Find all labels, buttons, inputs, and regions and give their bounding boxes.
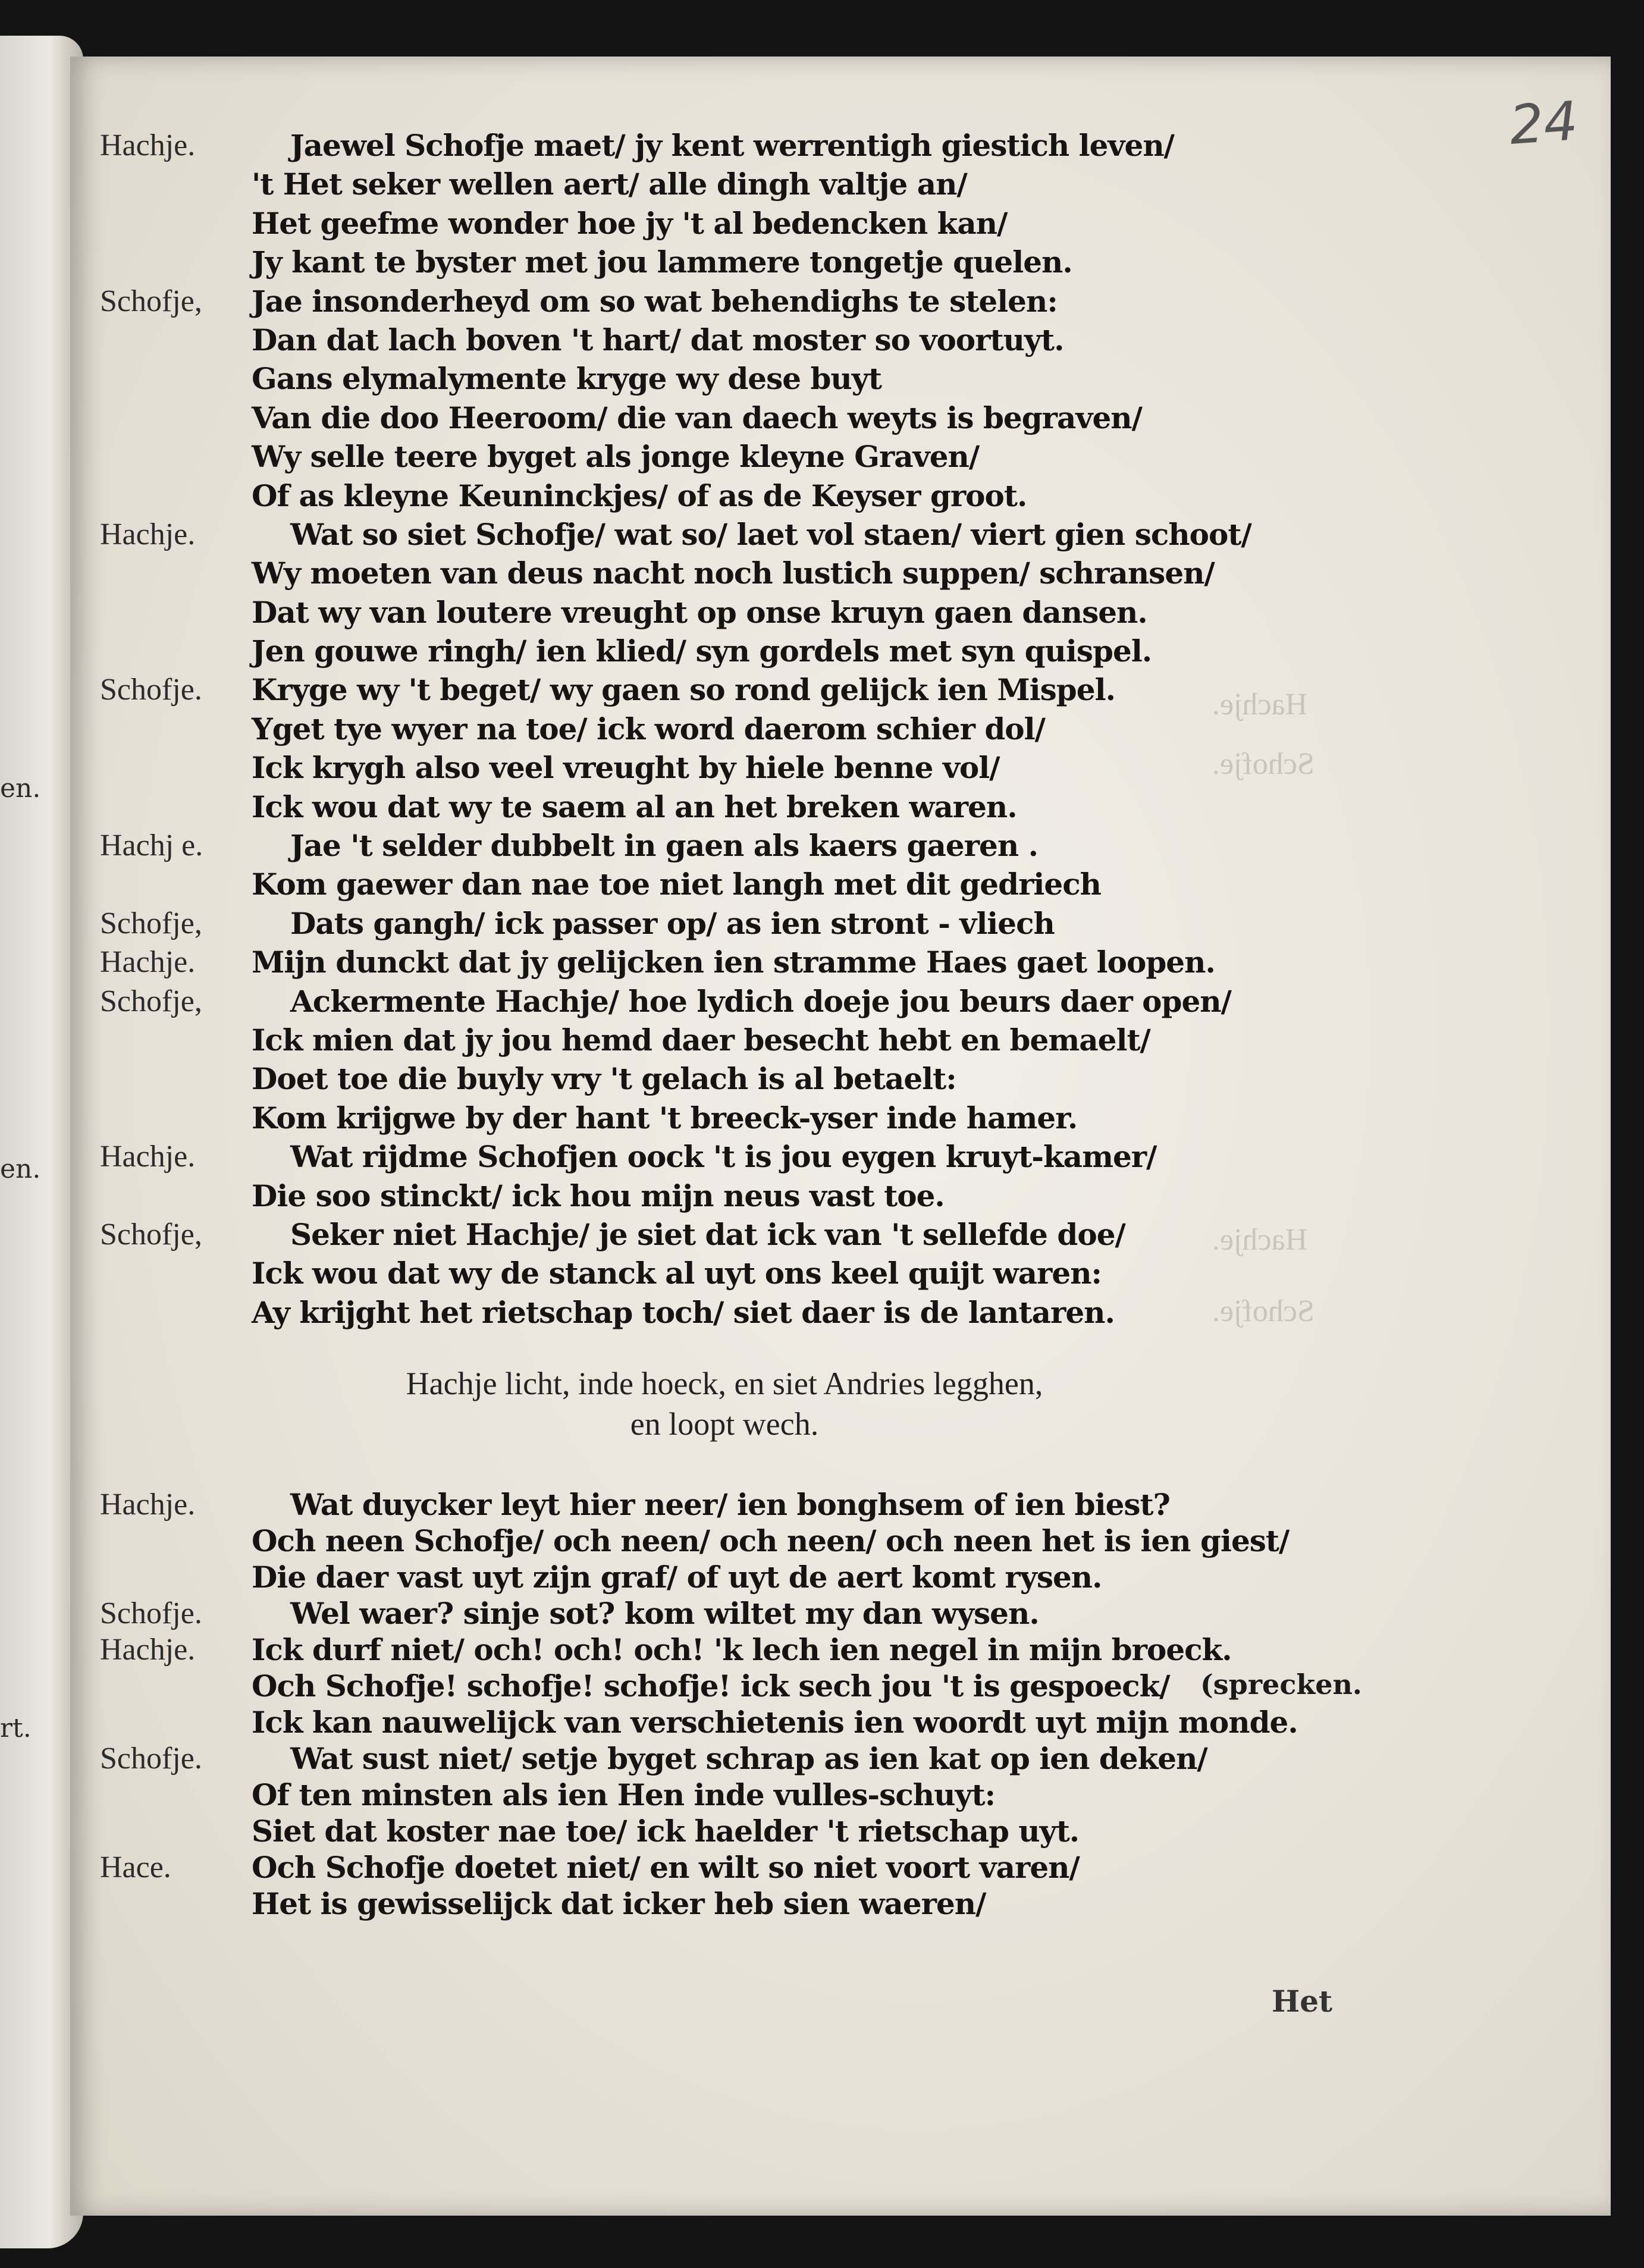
verse-line: [70, 945, 1557, 983]
verse-line: [70, 1777, 1557, 1814]
verse-line: [70, 633, 1557, 672]
show-through-text: Schofje.: [1212, 1294, 1314, 1328]
verse-text: Jae 't selder dubbelt in gaen als kaers gaeren .: [290, 828, 1038, 864]
verse-text: Het geefme wonder hoe jy 't al bedencken kan/: [252, 205, 1008, 241]
margin-note: (sprecken.: [1200, 1668, 1362, 1701]
verse-text: Wy moeten van deus nacht noch lustich suppen/ schransen/: [252, 556, 1215, 591]
verse-text: Doet toe die buyly vry 't gelach is al betaelt:: [252, 1061, 956, 1097]
verse-text: 't Het seker wellen aert/ alle dingh valtje an/: [252, 167, 967, 202]
verse-line: [70, 711, 1557, 750]
verse-line: [70, 1814, 1557, 1850]
speaker-name: Hachje.: [100, 1488, 196, 1522]
speaker-name: Schofje,: [100, 906, 202, 940]
verse-text: Wy selle teere byget als jonge kleyne Graven/: [252, 439, 980, 475]
verse-text: Wat so siet Schofje/ wat so/ laet vol staen/ viert gien schoot/: [290, 516, 1251, 552]
verse-text: Of as kleyne Keuninckjes/ of as de Keyser groot.: [252, 478, 1027, 513]
verse-line: [70, 322, 1557, 361]
verse-text: Wat rijdme Schofjen oock 't is jou eygen kruyt-kamer/: [290, 1139, 1157, 1175]
verse-line: [70, 244, 1557, 283]
verse-line: [70, 1523, 1557, 1560]
verse-line: [70, 1741, 1557, 1777]
verse-text: Ick kan nauwelijck van verschietenis ien woordt uyt mijn monde.: [252, 1705, 1298, 1740]
speaker-name: Schofje.: [100, 1596, 202, 1630]
facing-page-fragment: en.: [0, 773, 41, 804]
verse-line: [70, 478, 1557, 517]
verse-text: Dan dat lach boven 't hart/ dat moster so voortuyt.: [252, 322, 1064, 357]
verse-line: [70, 789, 1557, 828]
verse-line: [70, 828, 1557, 867]
show-through-text: Hachje.: [1212, 1223, 1308, 1257]
verse-text: Ick wou dat wy te saem al an het breken waren.: [252, 789, 1017, 824]
verse-text: Kom gaewer dan nae toe niet langh met dit gedriech: [252, 867, 1102, 902]
verse-text: Of ten minsten als ien Hen inde vulles-schuyt:: [252, 1777, 996, 1812]
facing-page-fragment: en.: [0, 1154, 41, 1184]
verse-text: Van die doo Heeroom/ die van daech weyts is begraven/: [252, 400, 1142, 435]
verse-text: Wel waer? sinje sot? kom wiltet my dan wysen.: [290, 1596, 1039, 1631]
verse-line: [70, 1560, 1557, 1596]
verse-text: Kryge wy 't beget/ wy gaen so rond gelijck ien Mispel.: [252, 672, 1115, 708]
speaker-name: Schofje,: [100, 984, 202, 1018]
verse-text: Ick wou dat wy de stanck al uyt ons keel quijt waren:: [252, 1256, 1102, 1291]
verse-line: [70, 1487, 1557, 1523]
book-page: [70, 57, 1611, 2216]
verse-text: Seker niet Hachje/ je siet dat ick van 't sellefde doe/: [290, 1216, 1125, 1252]
verse-line: [70, 1886, 1557, 1922]
verse-text: Dats gangh/ ick passer op/ as ien stront - vliech: [290, 905, 1055, 941]
stage-direction-line: en loopt wech.: [630, 1406, 819, 1442]
verse-text: Het is gewisselijck dat icker heb sien waeren/: [252, 1886, 986, 1921]
verse-line: [70, 1705, 1557, 1741]
verse-line: [70, 1850, 1557, 1886]
show-through-text: Hachje.: [1212, 688, 1308, 722]
speaker-name: Hachje.: [100, 1140, 196, 1174]
verse-line: [70, 672, 1557, 711]
verse-line: [70, 517, 1557, 556]
speaker-name: Hace.: [100, 1850, 171, 1884]
verse-line: [70, 1139, 1557, 1178]
verse-text: Die soo stinckt/ ick hou mijn neus vast toe.: [252, 1178, 945, 1213]
verse-text: Mijn dunckt dat jy gelijcken ien stramme Haes gaet loopen.: [252, 945, 1215, 980]
verse-line: [70, 556, 1557, 594]
verse-line: [70, 1100, 1557, 1139]
verse-text: Yget tye wyer na toe/ ick word daerom schier dol/: [252, 711, 1045, 746]
verse-text: Ick mien dat jy jou hemd daer besecht hebt en bemaelt/: [252, 1022, 1150, 1058]
verse-line: [70, 750, 1557, 789]
verse-line: [70, 439, 1557, 478]
show-through-text: Schofje.: [1212, 747, 1314, 781]
verse-line: [70, 128, 1557, 167]
stage-direction-line: Hachje licht, inde hoeck, en siet Andries legghen,: [406, 1366, 1043, 1401]
speaker-name: Hachje.: [100, 1633, 196, 1667]
verse-line: [70, 1178, 1557, 1217]
verse-text: Wat duycker leyt hier neer/ ien bonghsem of ien biest?: [290, 1487, 1170, 1522]
speaker-name: Hachje.: [100, 945, 196, 980]
verse-text: Dat wy van loutere vreught op onse kruyn gaen dansen.: [252, 594, 1147, 630]
verse-text: Die daer vast uyt zijn graf/ of uyt de aert komt rysen.: [252, 1560, 1102, 1595]
speaker-name: Schofje.: [100, 673, 202, 707]
facing-page-fragment: rt.: [0, 1713, 32, 1743]
catchword: Het: [1272, 1984, 1333, 2019]
verse-text: Ackermente Hachje/ hoe lydich doeje jou beurs daer open/: [290, 983, 1231, 1019]
verse-text: Ick krygh also veel vreught by hiele benne vol/: [252, 750, 1000, 786]
verse-line: [70, 206, 1557, 244]
verse-line: [70, 984, 1557, 1022]
verse-text: Jy kant te byster met jou lammere tongetje quelen.: [252, 244, 1072, 280]
speaker-name: Hachje.: [100, 517, 196, 551]
verse-line: [70, 167, 1557, 205]
page-number: 24: [1507, 90, 1580, 157]
verse-text: Wat sust niet/ setje byget schrap as ien kat op ien deken/: [290, 1741, 1207, 1776]
verse-text: Jae insonderheyd om so wat behendighs te stelen:: [252, 283, 1058, 319]
verse-line: [70, 400, 1557, 439]
speaker-name: Hachj e.: [100, 829, 203, 863]
verse-text: Och Schofje! schofje! schofje! ick sech jou 't is gespoeck/: [252, 1668, 1170, 1704]
verse-text: Kom krijgwe by der hant 't breeck-yser inde hamer.: [252, 1100, 1078, 1135]
verse-text: Jen gouwe ringh/ ien klied/ syn gordels met syn quispel.: [252, 633, 1152, 669]
speaker-name: Schofje,: [100, 284, 202, 318]
verse-text: Och Schofje doetet niet/ en wilt so niet voort varen/: [252, 1850, 1080, 1885]
verse-line: [70, 867, 1557, 905]
verse-line: [70, 284, 1557, 322]
verse-text: Ay krijght het rietschap toch/ siet daer is de lantaren.: [252, 1294, 1115, 1330]
verse-line: [70, 906, 1557, 945]
verse-line: [70, 361, 1557, 400]
dialogue-block-2: [70, 1487, 1557, 1922]
speaker-name: Hachje.: [100, 128, 196, 162]
verse-text: Siet dat koster nae toe/ ick haelder 't rietschap uyt.: [252, 1814, 1080, 1849]
verse-line: [70, 1061, 1557, 1100]
speaker-name: Schofje.: [100, 1742, 202, 1775]
verse-line: [70, 1668, 1557, 1705]
verse-text: Ick durf niet/ och! och! och! 'k lech ien negel in mijn broeck.: [252, 1632, 1232, 1667]
dialogue-block-1: [70, 128, 1557, 1334]
verse-line: [70, 1596, 1557, 1632]
verse-text: Och neen Schofje/ och neen/ och neen/ och neen het is ien giest/: [252, 1523, 1290, 1558]
verse-line: [70, 595, 1557, 633]
verse-line: [70, 1295, 1557, 1334]
verse-line: [70, 1632, 1557, 1668]
verse-line: [70, 1256, 1557, 1294]
verse-line: [70, 1217, 1557, 1256]
verse-line: [70, 1022, 1557, 1061]
verse-text: Gans elymalymente kryge wy dese buyt: [252, 361, 881, 397]
verse-text: Jaewel Schofje maet/ jy kent werrentigh giestich leven/: [290, 128, 1174, 163]
speaker-name: Schofje,: [100, 1217, 202, 1251]
